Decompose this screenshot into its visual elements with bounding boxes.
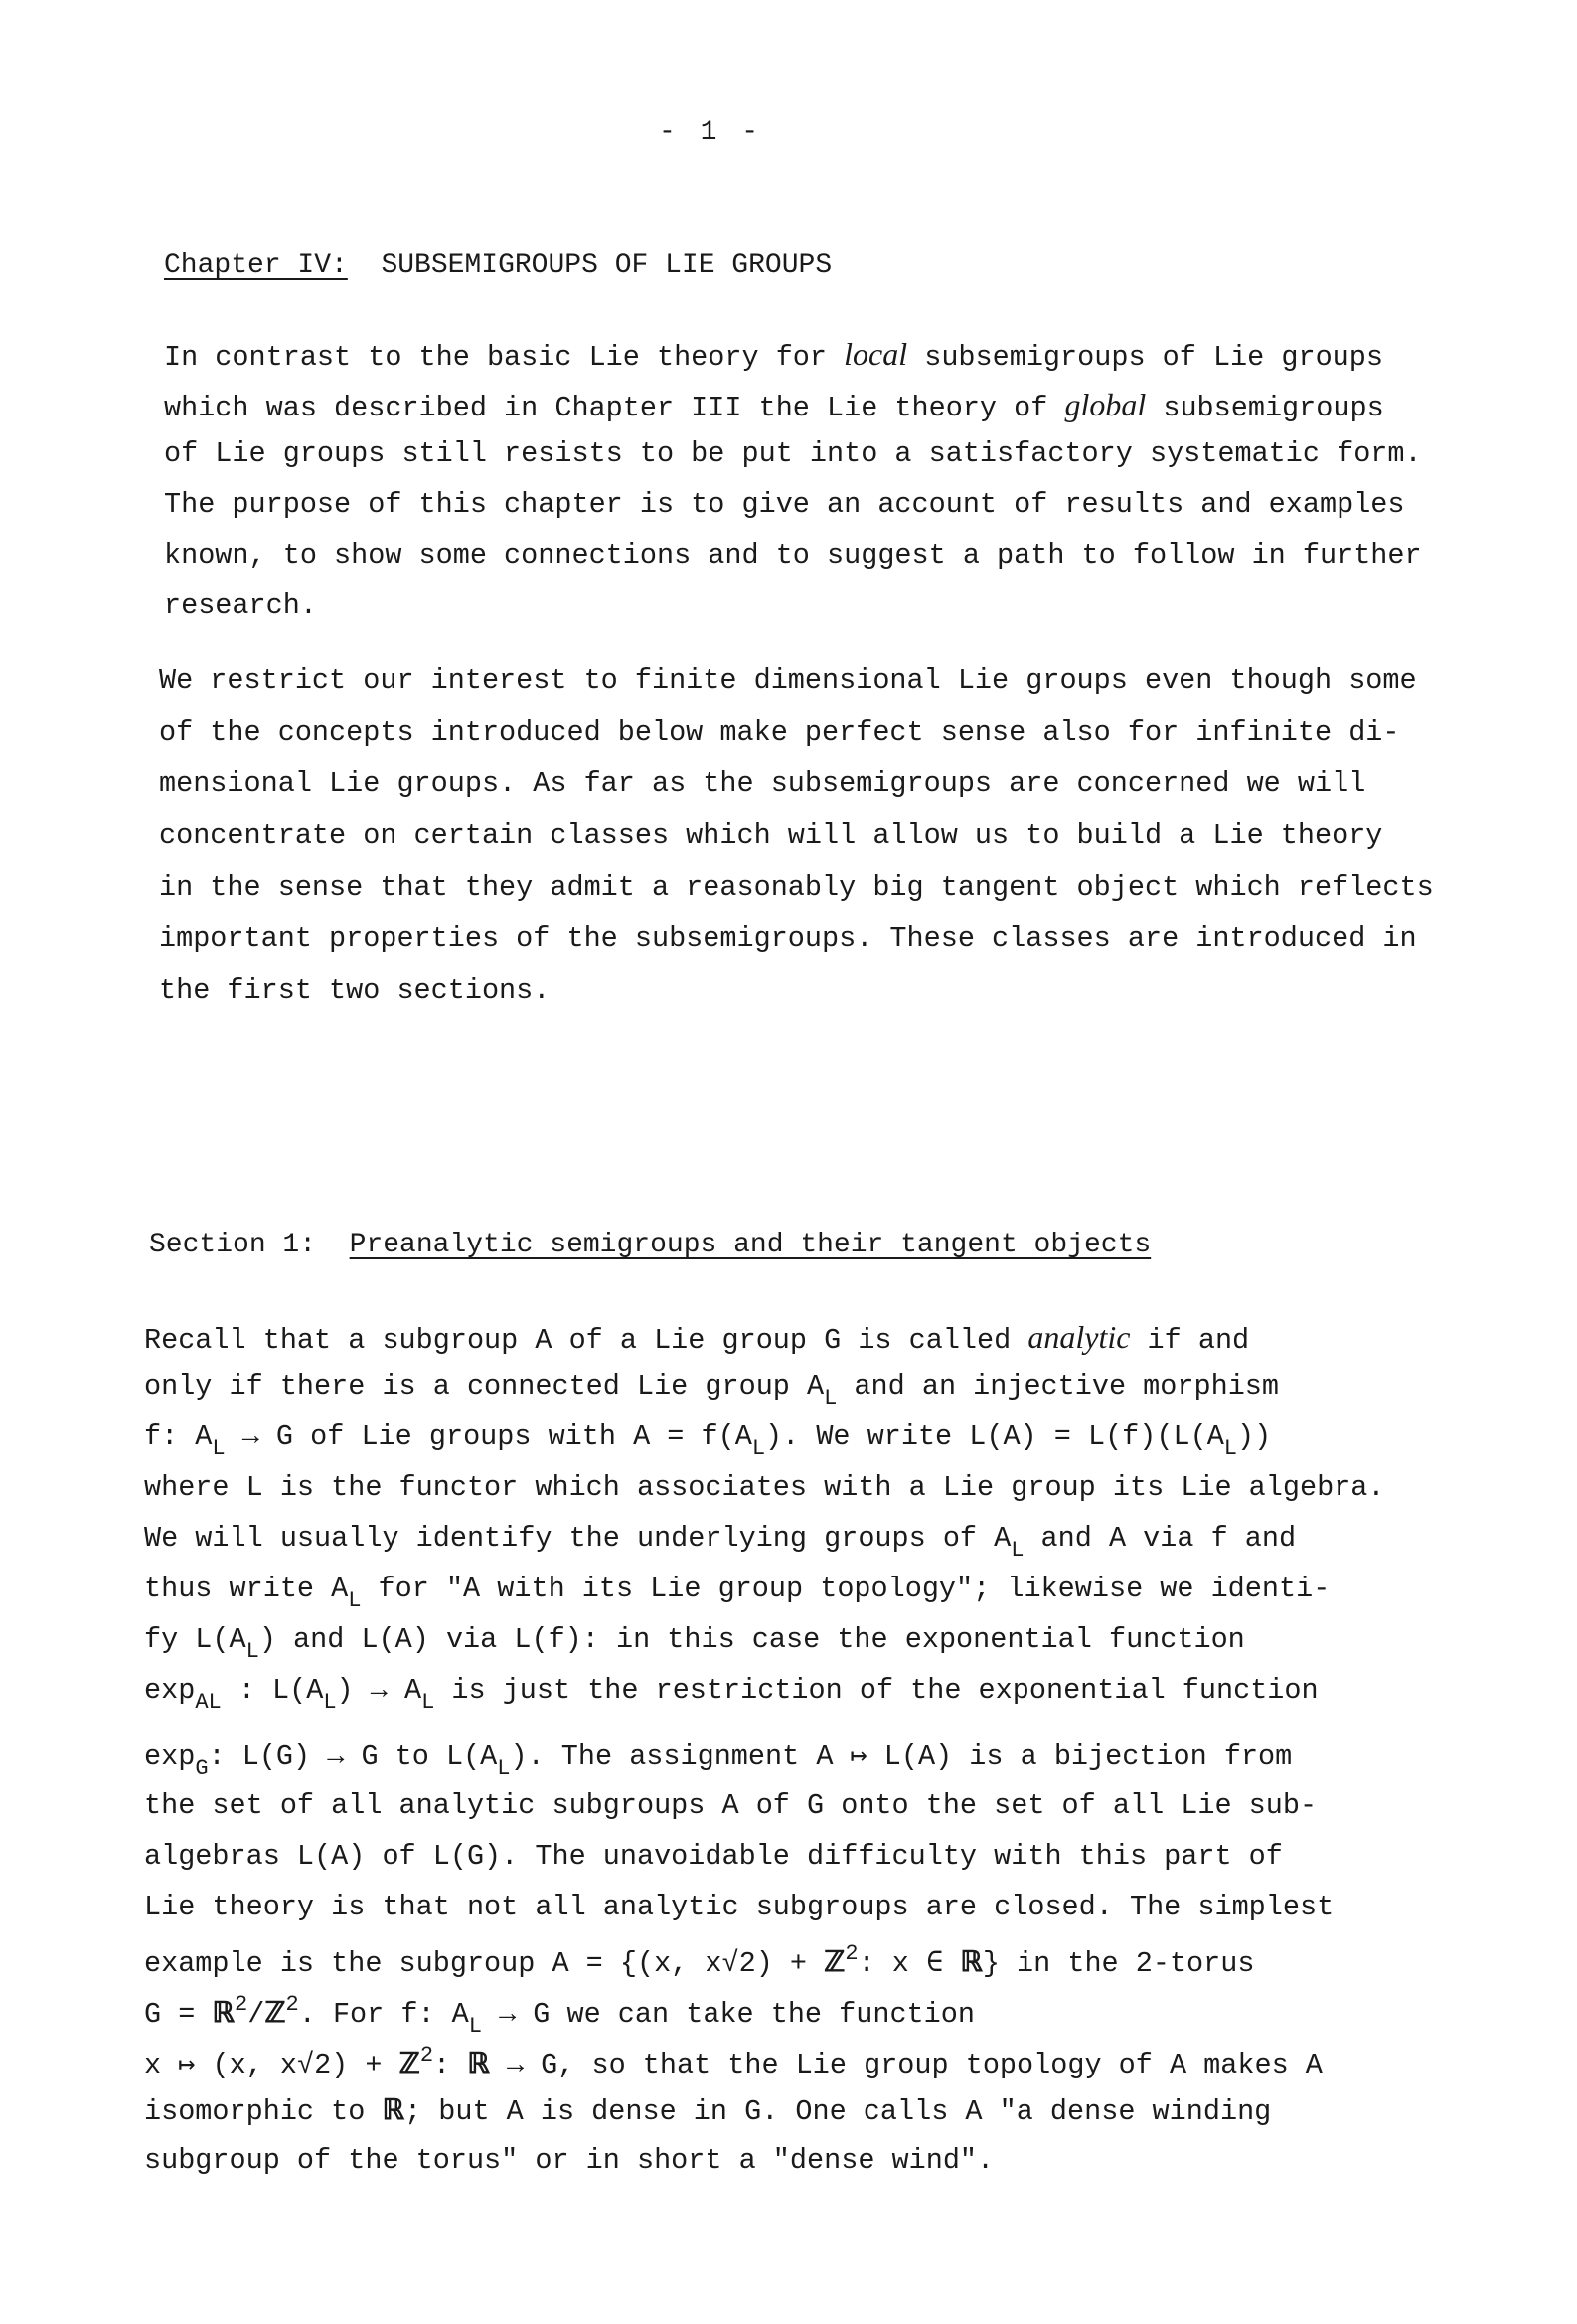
section-title: Preanalytic semigroups and their tangent objects bbox=[349, 1230, 1152, 1260]
section-heading bbox=[149, 1230, 1151, 1260]
page-number: - 1 - bbox=[658, 117, 762, 148]
chapter-label: Chapter IV: bbox=[164, 250, 348, 281]
chapter-heading bbox=[164, 250, 832, 281]
section-label: Section 1: bbox=[149, 1230, 317, 1260]
chapter-title: SUBSEMIGROUPS OF LIE GROUPS bbox=[381, 250, 833, 281]
